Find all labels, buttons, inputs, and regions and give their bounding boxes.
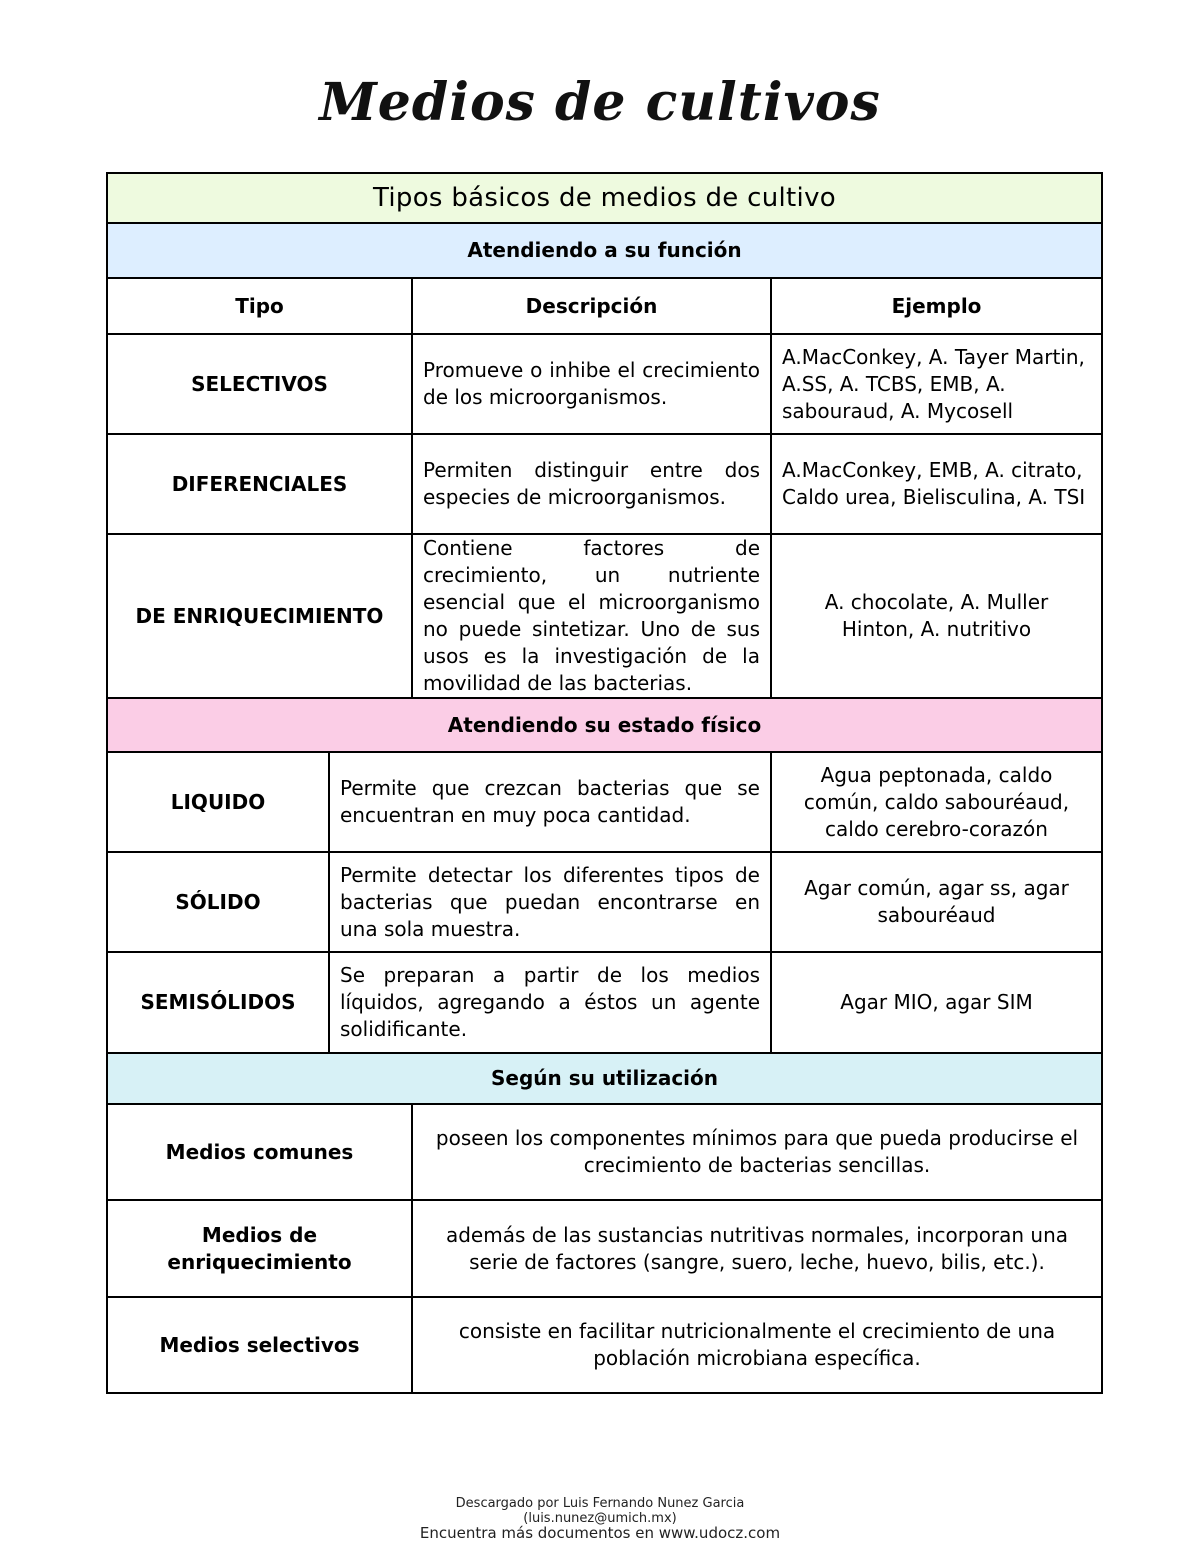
row-descripcion: Contiene factores de crecimiento, un nutriente esencial que el microorganismo no puede sintetizar. Uno de sus usos es la investigación de la movilidad de las bacterias. bbox=[413, 535, 772, 699]
row-ejemplo: Agar común, agar ss, agar sabouréaud bbox=[772, 853, 1103, 953]
column-header-ejemplo: Ejemplo bbox=[772, 279, 1103, 335]
row-ejemplo: Agua peptonada, caldo común, caldo sabouréaud, caldo cerebro-corazón bbox=[772, 753, 1103, 853]
footer-udocz-link[interactable]: Encuentra más documentos en www.udocz.com bbox=[419, 1524, 781, 1542]
row-descripcion: Se preparan a partir de los medios líquidos, agregando a éstos un agente solidificante. bbox=[330, 953, 772, 1054]
table-row bbox=[108, 953, 1103, 1054]
column-header-descripcion: Descripción bbox=[413, 279, 772, 335]
row-ejemplo: A. chocolate, A. Muller Hinton, A. nutritivo bbox=[772, 535, 1103, 699]
table-row bbox=[108, 535, 1103, 699]
row-descripcion: poseen los componentes mínimos para que pueda producirse el crecimiento de bacterias sencillas. bbox=[413, 1105, 1103, 1201]
row-tipo: SÓLIDO bbox=[108, 853, 330, 953]
row-ejemplo: A.MacConkey, A. Tayer Martin, A.SS, A. TCBS, EMB, A. sabouraud, A. Mycosell bbox=[772, 335, 1103, 435]
table-heading-row bbox=[108, 174, 1103, 224]
section-funcion-label: Atendiendo a su función bbox=[108, 224, 1103, 279]
row-tipo: Medios de enriquecimiento bbox=[108, 1201, 413, 1298]
section-fisico-header bbox=[108, 699, 1103, 753]
table-heading: Tipos básicos de medios de cultivo bbox=[108, 174, 1103, 224]
download-footer bbox=[0, 1496, 1200, 1541]
row-tipo: Medios selectivos bbox=[108, 1298, 413, 1394]
row-tipo: SELECTIVOS bbox=[108, 335, 413, 435]
row-tipo: SEMISÓLIDOS bbox=[108, 953, 330, 1054]
row-tipo: DIFERENCIALES bbox=[108, 435, 413, 535]
row-ejemplo: Agar MIO, agar SIM bbox=[772, 953, 1103, 1054]
table-row bbox=[108, 335, 1103, 435]
row-descripcion: Permite que crezcan bacterias que se encuentran en muy poca cantidad. bbox=[330, 753, 772, 853]
column-header-row bbox=[108, 279, 1103, 335]
row-descripcion: Permite detectar los diferentes tipos de bacterias que puedan encontrarse en una sola muestra. bbox=[330, 853, 772, 953]
row-ejemplo: A.MacConkey, EMB, A. citrato, Caldo urea, Bielisculina, A. TSI bbox=[772, 435, 1103, 535]
footer-email: (luis.nunez@umich.mx) bbox=[523, 1511, 677, 1526]
row-tipo: LIQUIDO bbox=[108, 753, 330, 853]
row-descripcion: Promueve o inhibe el crecimiento de los microorganismos. bbox=[413, 335, 772, 435]
row-descripcion: además de las sustancias nutritivas normales, incorporan una serie de factores (sangre, suero, leche, huevo, bilis, etc.). bbox=[413, 1201, 1103, 1298]
row-tipo: DE ENRIQUECIMIENTO bbox=[108, 535, 413, 699]
section-util-header bbox=[108, 1054, 1103, 1105]
section-fisico-label: Atendiendo su estado físico bbox=[108, 699, 1103, 753]
document-title: Medios de cultivos bbox=[319, 72, 881, 133]
column-header-tipo: Tipo bbox=[108, 279, 413, 335]
row-descripcion: Permiten distinguir entre dos especies de microorganismos. bbox=[413, 435, 772, 535]
row-descripcion: consiste en facilitar nutricionalmente el crecimiento de una población microbiana específica. bbox=[413, 1298, 1103, 1394]
section-util-label: Según su utilización bbox=[108, 1054, 1103, 1105]
culture-media-table bbox=[106, 172, 1103, 1394]
table-row bbox=[108, 1298, 1103, 1394]
table-row bbox=[108, 753, 1103, 853]
table-row bbox=[108, 853, 1103, 953]
table-row bbox=[108, 435, 1103, 535]
section-funcion-header bbox=[108, 224, 1103, 279]
table-row bbox=[108, 1105, 1103, 1201]
row-tipo: Medios comunes bbox=[108, 1105, 413, 1201]
footer-downloaded-by: Descargado por Luis Fernando Nunez Garcia bbox=[455, 1496, 745, 1511]
table-row bbox=[108, 1201, 1103, 1298]
